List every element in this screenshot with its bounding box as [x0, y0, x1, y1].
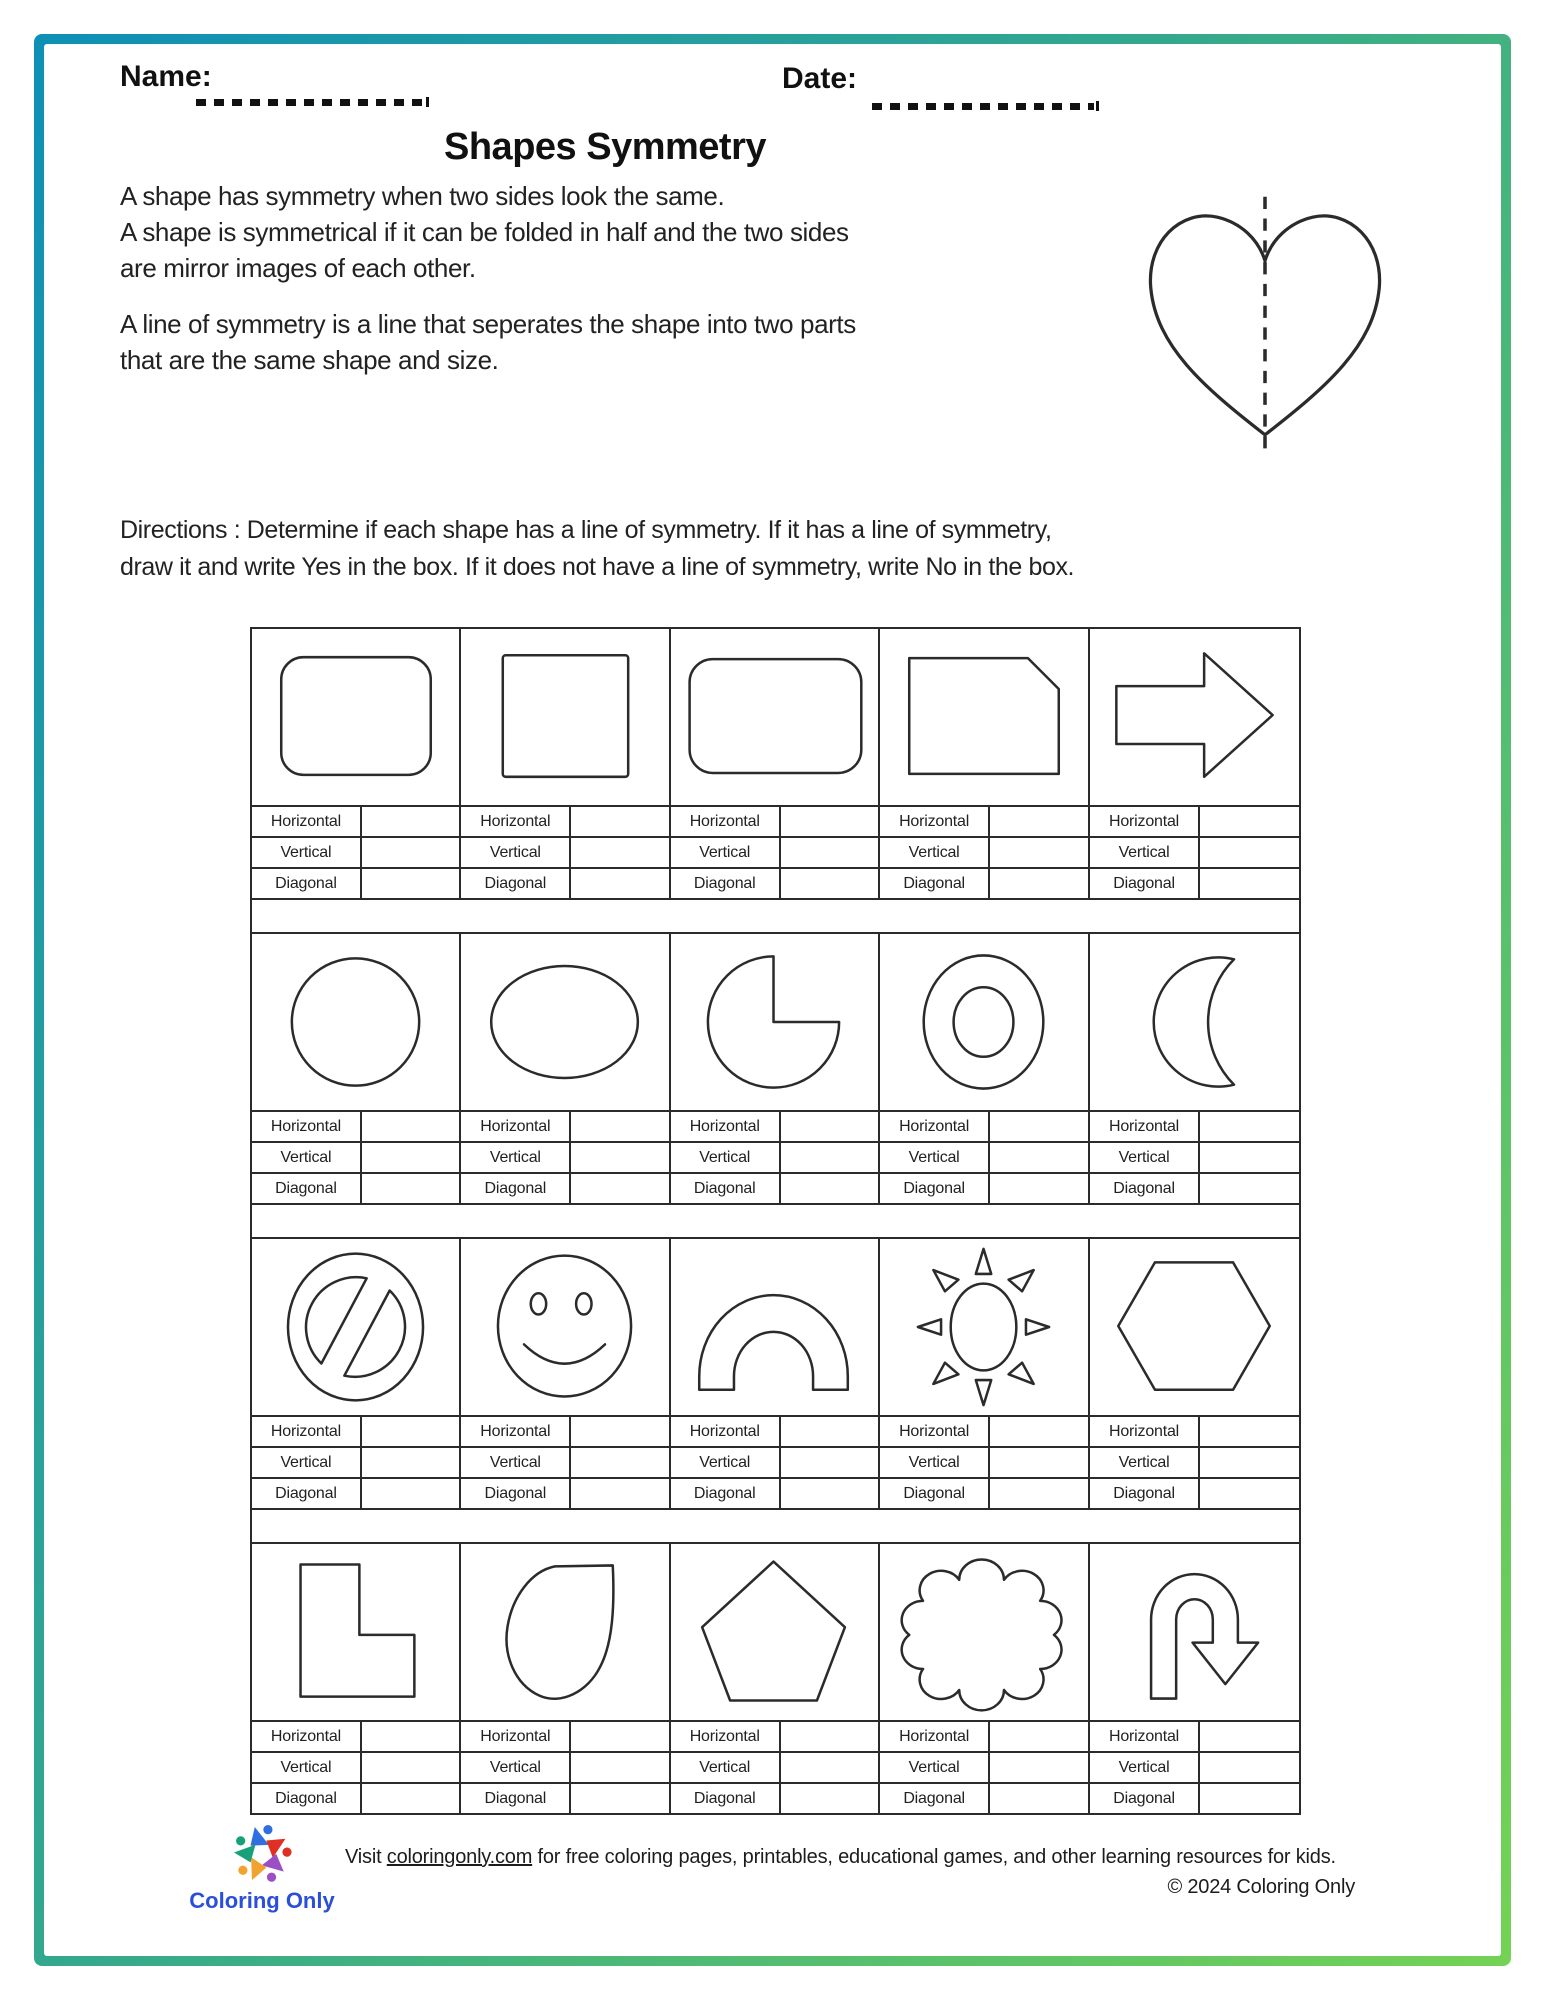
symmetry-direction-label: Diagonal: [880, 1174, 990, 1203]
answer-box[interactable]: [990, 1417, 1088, 1446]
answer-box[interactable]: [362, 1784, 460, 1813]
symmetry-direction-label: Horizontal: [671, 1417, 781, 1446]
no-symbol-icon: [256, 1245, 456, 1409]
symmetry-direction-label: Vertical: [252, 1448, 362, 1477]
symmetry-direction-label: Vertical: [880, 1753, 990, 1782]
intro-line: are mirror images of each other.: [120, 253, 476, 283]
symmetry-direction-label: Diagonal: [1090, 1479, 1201, 1508]
symmetry-label-cell: [1090, 1784, 1299, 1813]
shape-cell: [880, 629, 1089, 805]
answer-box[interactable]: [1200, 838, 1299, 867]
shape-cell: [252, 934, 461, 1110]
symmetry-label-cell: [1090, 807, 1299, 836]
directions-paragraph: [120, 512, 1074, 586]
donut-icon: [884, 940, 1084, 1104]
symmetry-direction-label: Vertical: [880, 838, 990, 867]
symmetry-direction-label: Diagonal: [671, 1479, 781, 1508]
symmetry-direction-label: Vertical: [1090, 838, 1201, 867]
answer-box[interactable]: [1200, 1112, 1299, 1141]
intro-line: A shape has symmetry when two sides look the same.: [120, 181, 725, 211]
symmetry-label-cell: [671, 1722, 880, 1751]
footer-visit-suffix: for free coloring pages, printables, educational games, and other learning resources for kids.: [532, 1846, 1336, 1868]
symmetry-direction-label: Horizontal: [671, 1722, 781, 1751]
symmetry-direction-label: Diagonal: [1090, 1784, 1201, 1813]
clipped-corner-rectangle-icon: [884, 635, 1084, 799]
symmetry-direction-label: Diagonal: [880, 1784, 990, 1813]
symmetry-label-cell: [252, 1448, 461, 1477]
answer-box[interactable]: [990, 1112, 1088, 1141]
symmetry-direction-label: Diagonal: [671, 869, 781, 898]
symmetry-label-cell: [671, 1143, 880, 1172]
symmetry-label-cell: [461, 838, 670, 867]
answer-box[interactable]: [781, 1112, 879, 1141]
grid-spacer-row: [252, 1205, 1299, 1239]
answer-box[interactable]: [990, 838, 1088, 867]
symmetry-direction-label: Diagonal: [880, 1479, 990, 1508]
answer-box[interactable]: [571, 869, 669, 898]
symmetry-label-cell: [252, 1479, 461, 1508]
symmetry-direction-label: Diagonal: [252, 1784, 362, 1813]
shape-cell: [880, 934, 1089, 1110]
symmetry-label-row: [252, 1143, 1299, 1174]
footer-visit-prefix: Visit: [345, 1846, 387, 1868]
answer-box[interactable]: [571, 807, 669, 836]
answer-box[interactable]: [571, 1174, 669, 1203]
answer-box[interactable]: [781, 1479, 879, 1508]
answer-box[interactable]: [1200, 1722, 1299, 1751]
symmetry-label-row: [252, 1448, 1299, 1479]
answer-box[interactable]: [571, 1784, 669, 1813]
answer-box[interactable]: [990, 1448, 1088, 1477]
answer-box[interactable]: [781, 807, 879, 836]
symmetry-label-cell: [880, 807, 1089, 836]
footer-link[interactable]: coloringonly.com: [386, 1846, 533, 1868]
answer-box[interactable]: [571, 1417, 669, 1446]
symmetry-label-cell: [671, 838, 880, 867]
shape-cell: [461, 1544, 670, 1720]
answer-box[interactable]: [781, 1448, 879, 1477]
symmetry-label-cell: [252, 1753, 461, 1782]
answer-box[interactable]: [781, 869, 879, 898]
cloud-icon: [884, 1550, 1084, 1714]
symmetry-direction-label: Vertical: [671, 1448, 781, 1477]
answer-box[interactable]: [1200, 1143, 1299, 1172]
symmetry-direction-label: Diagonal: [252, 869, 362, 898]
symmetry-label-cell: [880, 1784, 1089, 1813]
rainbow-arch-icon: [674, 1245, 874, 1409]
crescent-moon-icon: [1094, 940, 1294, 1104]
answer-box[interactable]: [781, 1143, 879, 1172]
symmetry-label-cell: [461, 1143, 670, 1172]
symmetry-label-cell: [1090, 1417, 1299, 1446]
answer-box[interactable]: [571, 838, 669, 867]
symmetry-direction-label: Horizontal: [1090, 1722, 1201, 1751]
shape-cell: [1090, 1544, 1299, 1720]
symmetry-label-cell: [880, 1479, 1089, 1508]
shape-cell: [1090, 1239, 1299, 1415]
symmetry-direction-label: Diagonal: [461, 1479, 571, 1508]
answer-box[interactable]: [1200, 1417, 1299, 1446]
symmetry-label-cell: [671, 869, 880, 898]
date-fill-line[interactable]: [872, 103, 1094, 110]
answer-box[interactable]: [1200, 1753, 1299, 1782]
symmetry-label-cell: [671, 1112, 880, 1141]
symmetry-direction-label: Horizontal: [880, 1722, 990, 1751]
symmetry-label-cell: [1090, 1448, 1299, 1477]
answer-box[interactable]: [990, 1479, 1088, 1508]
answer-box[interactable]: [781, 838, 879, 867]
symmetry-label-cell: [880, 1143, 1089, 1172]
symmetry-label-cell: [880, 1448, 1089, 1477]
answer-box[interactable]: [571, 1143, 669, 1172]
symmetry-direction-label: Diagonal: [252, 1479, 362, 1508]
shape-cell: [252, 1544, 461, 1720]
answer-box[interactable]: [362, 1753, 460, 1782]
symmetry-label-cell: [671, 1479, 880, 1508]
symmetry-label-cell: [461, 1753, 670, 1782]
symmetry-direction-label: Vertical: [880, 1143, 990, 1172]
symmetry-label-cell: [880, 1417, 1089, 1446]
symmetry-direction-label: Vertical: [252, 1143, 362, 1172]
symmetry-direction-label: Vertical: [252, 1753, 362, 1782]
answer-box[interactable]: [571, 1448, 669, 1477]
answer-box[interactable]: [781, 1784, 879, 1813]
answer-box[interactable]: [362, 1479, 460, 1508]
symmetry-direction-label: Diagonal: [671, 1784, 781, 1813]
shape-cell: [880, 1239, 1089, 1415]
symmetry-label-row: [252, 1174, 1299, 1205]
symmetry-direction-label: Horizontal: [252, 1417, 362, 1446]
symmetry-label-cell: [252, 838, 461, 867]
symmetry-direction-label: Diagonal: [880, 869, 990, 898]
answer-box[interactable]: [362, 1417, 460, 1446]
symmetry-label-cell: [461, 807, 670, 836]
symmetry-direction-label: Vertical: [1090, 1753, 1201, 1782]
shape-cell: [671, 629, 880, 805]
answer-box[interactable]: [571, 1722, 669, 1751]
symmetry-label-row: [252, 807, 1299, 838]
shape-cell: [252, 1239, 461, 1415]
answer-box[interactable]: [362, 869, 460, 898]
symmetry-direction-label: Diagonal: [1090, 1174, 1201, 1203]
symmetry-label-row: [252, 1479, 1299, 1510]
symmetry-label-cell: [461, 1722, 670, 1751]
circle-icon: [256, 940, 456, 1104]
coloring-only-logo-icon: [212, 1820, 312, 1886]
symmetry-label-cell: [1090, 1479, 1299, 1508]
symmetry-direction-label: Diagonal: [461, 1174, 571, 1203]
footer-copyright: © 2024 Coloring Only: [1167, 1876, 1355, 1898]
symmetry-label-cell: [880, 1722, 1089, 1751]
shape-row: [252, 934, 1299, 1112]
symmetry-direction-label: Vertical: [1090, 1143, 1201, 1172]
symmetry-direction-label: Diagonal: [461, 1784, 571, 1813]
symmetry-label-cell: [671, 1448, 880, 1477]
definition-line: A line of symmetry is a line that seperates the shape into two parts: [120, 309, 856, 339]
answer-box[interactable]: [781, 1417, 879, 1446]
symmetry-direction-label: Horizontal: [252, 1112, 362, 1141]
pentagon-icon: [674, 1550, 874, 1714]
symmetry-direction-label: Horizontal: [880, 1417, 990, 1446]
shape-cell: [461, 934, 670, 1110]
symmetry-direction-label: Vertical: [1090, 1448, 1201, 1477]
symmetry-direction-label: Horizontal: [252, 807, 362, 836]
symmetry-direction-label: Horizontal: [461, 1722, 571, 1751]
symmetry-direction-label: Horizontal: [880, 1112, 990, 1141]
symmetry-label-cell: [671, 1784, 880, 1813]
symmetry-label-cell: [252, 807, 461, 836]
answer-box[interactable]: [990, 1143, 1088, 1172]
symmetry-label-row: [252, 1417, 1299, 1448]
symmetry-label-cell: [252, 1417, 461, 1446]
answer-box[interactable]: [781, 1753, 879, 1782]
shape-cell: [671, 1239, 880, 1415]
shape-row: [252, 629, 1299, 807]
symmetry-grid: [250, 627, 1301, 1815]
symmetry-label-cell: [252, 1174, 461, 1203]
answer-box[interactable]: [990, 1174, 1088, 1203]
u-turn-arrow-icon: [1094, 1550, 1294, 1714]
footer-logo: [189, 1820, 335, 1914]
answer-box[interactable]: [1200, 807, 1299, 836]
symmetry-direction-label: Horizontal: [880, 807, 990, 836]
symmetry-label-cell: [252, 1722, 461, 1751]
flat-top-blob-icon: [465, 1550, 665, 1714]
symmetry-label-cell: [1090, 869, 1299, 898]
shape-cell: [1090, 629, 1299, 805]
footer-visit-text: [345, 1846, 1336, 1869]
symmetry-label-cell: [461, 1112, 670, 1141]
symmetry-label-cell: [461, 1174, 670, 1203]
symmetry-label-cell: [671, 1174, 880, 1203]
symmetry-direction-label: Vertical: [880, 1448, 990, 1477]
symmetry-label-row: [252, 838, 1299, 869]
symmetry-direction-label: Horizontal: [252, 1722, 362, 1751]
rectangle-icon: [465, 635, 665, 799]
symmetry-label-cell: [880, 1112, 1089, 1141]
shape-cell: [671, 934, 880, 1110]
smiley-face-icon: [465, 1245, 665, 1409]
definition-line: that are the same shape and size.: [120, 345, 499, 375]
answer-box[interactable]: [1200, 869, 1299, 898]
sun-icon: [884, 1245, 1084, 1409]
symmetry-direction-label: Diagonal: [671, 1174, 781, 1203]
symmetry-label-cell: [461, 1417, 670, 1446]
symmetry-label-cell: [1090, 1143, 1299, 1172]
symmetry-direction-label: Vertical: [461, 1448, 571, 1477]
symmetry-direction-label: Horizontal: [1090, 1417, 1201, 1446]
symmetry-label-row: [252, 1722, 1299, 1753]
symmetry-label-cell: [461, 1448, 670, 1477]
directions-line: Directions : Determine if each shape has a line of symmetry. If it has a line of symmetry,: [120, 516, 1052, 544]
page-title: Shapes Symmetry: [444, 126, 766, 168]
answer-box[interactable]: [781, 1722, 879, 1751]
symmetry-label-cell: [1090, 838, 1299, 867]
answer-box[interactable]: [1200, 1448, 1299, 1477]
answer-box[interactable]: [1200, 1479, 1299, 1508]
symmetry-direction-label: Vertical: [461, 1753, 571, 1782]
answer-box[interactable]: [362, 1174, 460, 1203]
symmetry-label-cell: [461, 1784, 670, 1813]
symmetry-label-row: [252, 1784, 1299, 1813]
symmetry-label-cell: [1090, 1722, 1299, 1751]
date-label: Date:: [782, 62, 858, 95]
symmetry-label-cell: [880, 1753, 1089, 1782]
answer-box[interactable]: [362, 1722, 460, 1751]
symmetry-label-cell: [671, 807, 880, 836]
symmetry-direction-label: Horizontal: [461, 1417, 571, 1446]
symmetry-direction-label: Horizontal: [461, 1112, 571, 1141]
symmetry-direction-label: Horizontal: [671, 1112, 781, 1141]
symmetry-direction-label: Horizontal: [461, 807, 571, 836]
symmetry-direction-label: Horizontal: [1090, 1112, 1201, 1141]
shape-cell: [671, 1544, 880, 1720]
symmetry-label-row: [252, 1753, 1299, 1784]
answer-box[interactable]: [362, 838, 460, 867]
grid-spacer-row: [252, 1510, 1299, 1544]
footer-logo-text: Coloring Only: [189, 1888, 335, 1913]
hexagon-icon: [1094, 1245, 1294, 1409]
shape-cell: [880, 1544, 1089, 1720]
answer-box[interactable]: [990, 807, 1088, 836]
arrow-right-icon: [1094, 635, 1294, 799]
ellipse-icon: [465, 940, 665, 1104]
rounded-square-icon: [256, 635, 456, 799]
shape-row: [252, 1239, 1299, 1417]
definition-paragraph: [120, 306, 856, 378]
answer-box[interactable]: [990, 1784, 1088, 1813]
symmetry-direction-label: Diagonal: [252, 1174, 362, 1203]
symmetry-label-cell: [671, 1417, 880, 1446]
answer-box[interactable]: [571, 1479, 669, 1508]
symmetry-direction-label: Diagonal: [461, 869, 571, 898]
symmetry-label-cell: [1090, 1112, 1299, 1141]
name-label: Name:: [120, 60, 212, 93]
symmetry-label-cell: [1090, 1753, 1299, 1782]
symmetry-label-row: [252, 869, 1299, 900]
symmetry-label-cell: [880, 838, 1089, 867]
symmetry-label-cell: [671, 1753, 880, 1782]
answer-box[interactable]: [362, 807, 460, 836]
symmetry-direction-label: Vertical: [252, 838, 362, 867]
shape-row: [252, 1544, 1299, 1722]
answer-box[interactable]: [571, 1753, 669, 1782]
answer-box[interactable]: [362, 1143, 460, 1172]
answer-box[interactable]: [990, 1753, 1088, 1782]
answer-box[interactable]: [781, 1174, 879, 1203]
symmetry-direction-label: Diagonal: [1090, 869, 1201, 898]
answer-box[interactable]: [362, 1448, 460, 1477]
symmetry-label-cell: [880, 869, 1089, 898]
symmetry-direction-label: Vertical: [671, 838, 781, 867]
symmetry-direction-label: Horizontal: [1090, 807, 1201, 836]
symmetry-label-cell: [252, 869, 461, 898]
symmetry-direction-label: Vertical: [461, 838, 571, 867]
symmetry-label-cell: [461, 869, 670, 898]
symmetry-label-cell: [880, 1174, 1089, 1203]
l-shape-icon: [256, 1550, 456, 1714]
symmetry-label-cell: [1090, 1174, 1299, 1203]
symmetry-direction-label: Vertical: [461, 1143, 571, 1172]
answer-box[interactable]: [1200, 1174, 1299, 1203]
answer-box[interactable]: [990, 1722, 1088, 1751]
quarter-cut-circle-icon: [674, 940, 874, 1104]
grid-spacer-row: [252, 900, 1299, 934]
symmetry-label-cell: [252, 1112, 461, 1141]
intro-paragraph: [120, 178, 849, 286]
symmetry-direction-label: Horizontal: [671, 807, 781, 836]
symmetry-label-row: [252, 1112, 1299, 1143]
shape-cell: [461, 1239, 670, 1415]
symmetry-direction-label: Vertical: [671, 1143, 781, 1172]
symmetry-label-cell: [252, 1784, 461, 1813]
shape-cell: [461, 629, 670, 805]
answer-box[interactable]: [571, 1112, 669, 1141]
symmetry-direction-label: Vertical: [671, 1753, 781, 1782]
answer-box[interactable]: [1200, 1784, 1299, 1813]
symmetry-label-cell: [461, 1479, 670, 1508]
directions-line: draw it and write Yes in the box. If it does not have a line of symmetry, write No in the box.: [120, 553, 1075, 581]
intro-line: A shape is symmetrical if it can be folded in half and the two sides: [120, 217, 849, 247]
symmetry-label-cell: [252, 1143, 461, 1172]
answer-box[interactable]: [990, 869, 1088, 898]
shape-cell: [252, 629, 461, 805]
heart-symmetry-example-icon: [1126, 190, 1404, 462]
rounded-rectangle-icon: [674, 635, 874, 799]
shape-cell: [1090, 934, 1299, 1110]
name-fill-line[interactable]: [196, 99, 424, 106]
answer-box[interactable]: [362, 1112, 460, 1141]
